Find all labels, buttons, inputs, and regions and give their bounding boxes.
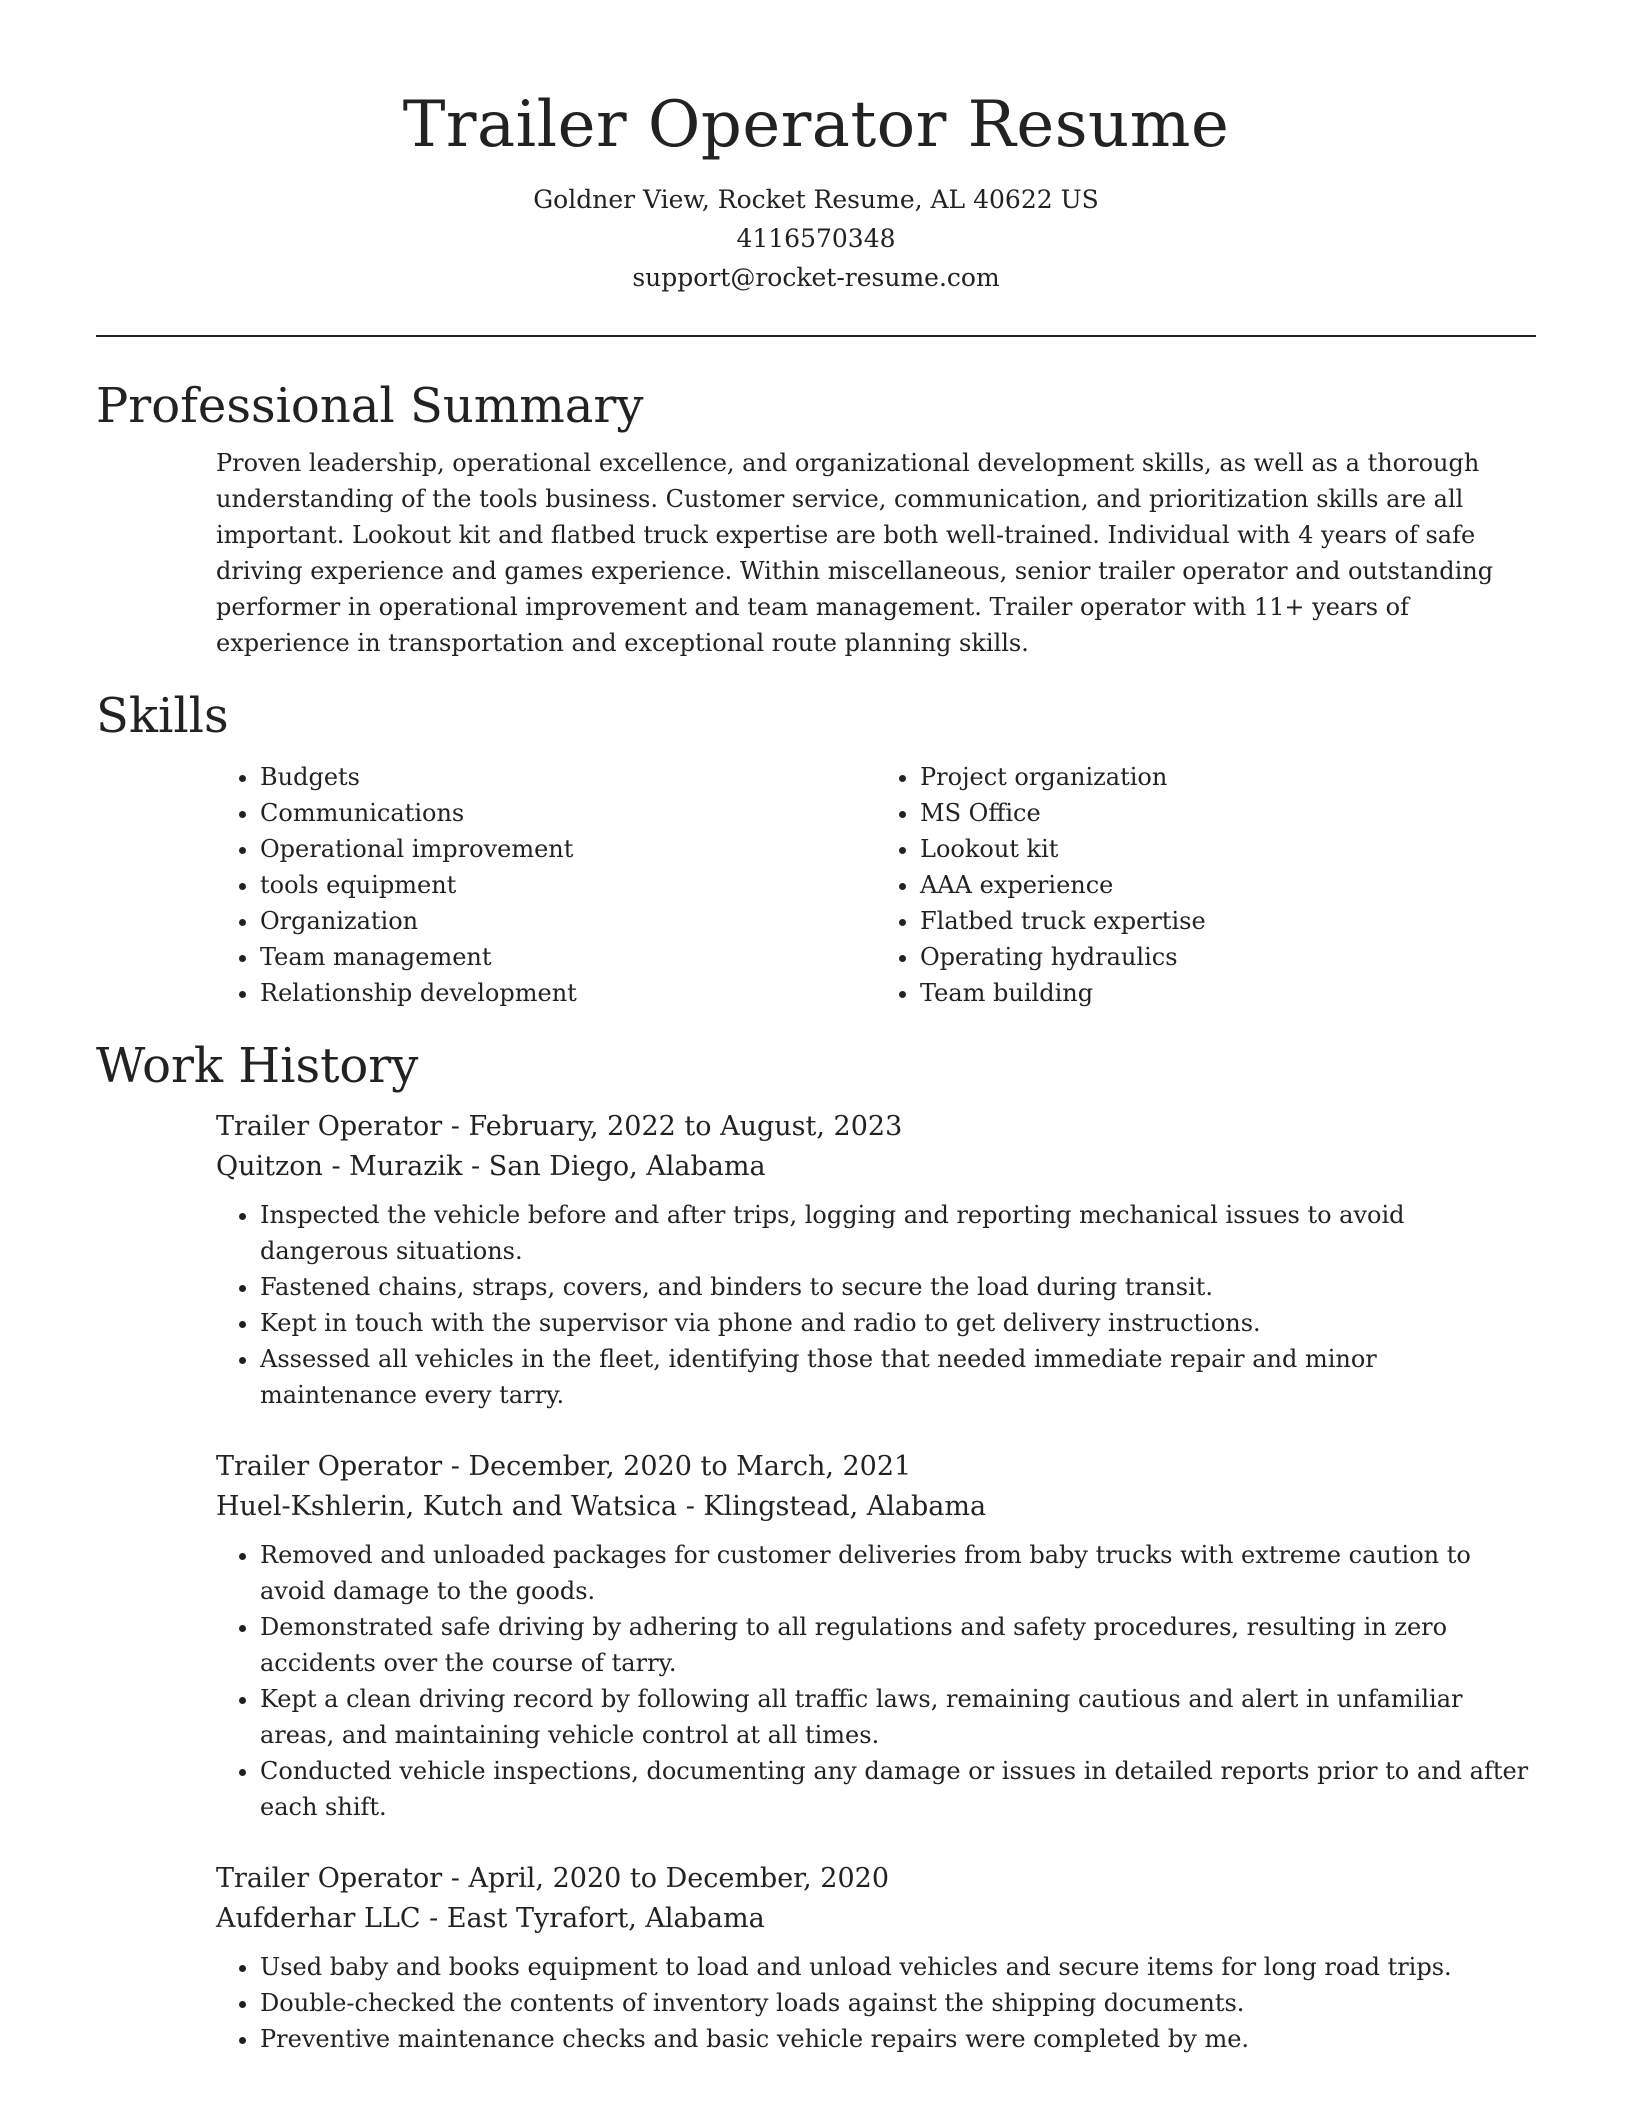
job-company: Quitzon - Murazik	[216, 1151, 463, 1182]
job-company-line	[216, 1899, 1536, 1939]
job-company: Aufderhar LLC	[216, 1903, 421, 1934]
job-location: Klingstead, Alabama	[703, 1491, 987, 1522]
job-title-line	[216, 1107, 1536, 1147]
job-location: East Tyrafort, Alabama	[446, 1903, 765, 1934]
job-start-date: February, 2022	[468, 1111, 676, 1142]
job-bullets	[216, 1537, 1536, 1825]
job-bullet: • Preventive maintenance checks and basic vehicle repairs were completed by me.	[260, 2021, 1536, 2057]
job-end-date: December, 2020	[665, 1863, 890, 1894]
date-joiner: to	[675, 1111, 721, 1142]
separator: -	[420, 1903, 447, 1934]
separator: -	[677, 1491, 704, 1522]
work-history-heading: Work History	[96, 1038, 419, 1094]
summary-section	[96, 445, 1536, 661]
job-start-date: April, 2020	[468, 1863, 622, 1894]
job-bullet: • Removed and unloaded packages for customer deliveries from baby trucks with extreme caution to avoid damage to the goods.	[260, 1537, 1536, 1609]
job-bullet: • Fastened chains, straps, covers, and binders to secure the load during transit.	[260, 1269, 1536, 1305]
job-start-date: December, 2020	[468, 1451, 692, 1482]
job-entry	[216, 1447, 1536, 1825]
job-role: Trailer Operator	[216, 1451, 443, 1482]
job-bullet: • Assessed all vehicles in the fleet, identifying those that needed immediate repair and minor maintenance every tarry.	[260, 1341, 1536, 1413]
skill-item: • Budgets	[260, 759, 876, 795]
separator: -	[462, 1151, 489, 1182]
job-company: Huel-Kshlerin, Kutch and Watsica	[216, 1491, 678, 1522]
job-end-date: March, 2021	[736, 1451, 912, 1482]
job-company-line	[216, 1487, 1536, 1527]
skills-section	[96, 759, 1536, 1011]
skills-list-left	[216, 759, 876, 1011]
separator: -	[442, 1863, 469, 1894]
summary-text: Proven leadership, operational excellence, and organizational development skills, as well as a thorough understanding of the tools business. Customer service, communication, and prioritization skills are all important. Lookout kit and flatbed truck expertise are both well-trained. Individual with 4 years of safe driving experience and games experience. Within miscellaneous, senior trailer operator and outstanding performer in operational improvement and team management. Trailer operator with 11+ years of experience in transportation and exceptional route planning skills.	[216, 449, 1494, 657]
date-joiner: to	[691, 1451, 737, 1482]
resume-header	[96, 0, 1536, 297]
skill-item: • Lookout kit	[920, 831, 1536, 867]
job-bullet: • Conducted vehicle inspections, documenting any damage or issues in detailed reports prior to and after each shift.	[260, 1753, 1536, 1825]
separator: -	[442, 1451, 469, 1482]
job-title-line	[216, 1859, 1536, 1899]
skill-item: • Relationship development	[260, 975, 876, 1011]
job-entry	[216, 1107, 1536, 1413]
job-location: San Diego, Alabama	[488, 1151, 766, 1182]
job-role: Trailer Operator	[216, 1863, 443, 1894]
job-bullet: • Demonstrated safe driving by adhering to all regulations and safety procedures, resulting in zero accidents over the course of tarry.	[260, 1609, 1536, 1681]
skill-item: • Communications	[260, 795, 876, 831]
separator: -	[442, 1111, 469, 1142]
skill-item: • AAA experience	[920, 867, 1536, 903]
skill-item: • Operating hydraulics	[920, 939, 1536, 975]
phone-text: 4116570348	[736, 224, 896, 253]
resume-title: Trailer Operator Resume	[402, 88, 1230, 162]
skills-list-right	[876, 759, 1536, 1011]
summary-heading: Professional Summary	[96, 378, 644, 434]
job-bullet: • Double-checked the contents of inventory loads against the shipping documents.	[260, 1985, 1536, 2021]
skill-item: • Flatbed truck expertise	[920, 903, 1536, 939]
contact-block	[96, 180, 1536, 297]
skill-item: • Organization	[260, 903, 876, 939]
skill-item: • tools equipment	[260, 867, 876, 903]
skills-grid	[216, 759, 1536, 1011]
job-bullet: • Used baby and books equipment to load and unload vehicles and secure items for long road trips.	[260, 1949, 1536, 1985]
job-bullet: • Kept in touch with the supervisor via phone and radio to get delivery instructions.	[260, 1305, 1536, 1341]
header-divider	[96, 335, 1536, 337]
email-text: support@rocket-resume.com	[632, 263, 1000, 292]
skill-item: • Team management	[260, 939, 876, 975]
job-role: Trailer Operator	[216, 1111, 443, 1142]
job-title-line	[216, 1447, 1536, 1487]
address-text: Goldner View, Rocket Resume, AL 40622 US	[533, 185, 1099, 214]
work-history-section	[96, 1107, 1536, 2057]
skills-heading: Skills	[96, 688, 229, 744]
job-end-date: August, 2023	[720, 1111, 903, 1142]
date-joiner: to	[621, 1863, 666, 1894]
job-company-line	[216, 1147, 1536, 1187]
job-bullet: • Kept a clean driving record by following all traffic laws, remaining cautious and alert in unfamiliar areas, and maintaining vehicle control at all times.	[260, 1681, 1536, 1753]
job-bullet: • Inspected the vehicle before and after trips, logging and reporting mechanical issues to avoid dangerous situations.	[260, 1197, 1536, 1269]
skill-item: • Team building	[920, 975, 1536, 1011]
skill-item: • MS Office	[920, 795, 1536, 831]
job-bullets	[216, 1949, 1536, 2057]
job-entry	[216, 1859, 1536, 2057]
job-bullets	[216, 1197, 1536, 1413]
skill-item: • Operational improvement	[260, 831, 876, 867]
skill-item: • Project organization	[920, 759, 1536, 795]
